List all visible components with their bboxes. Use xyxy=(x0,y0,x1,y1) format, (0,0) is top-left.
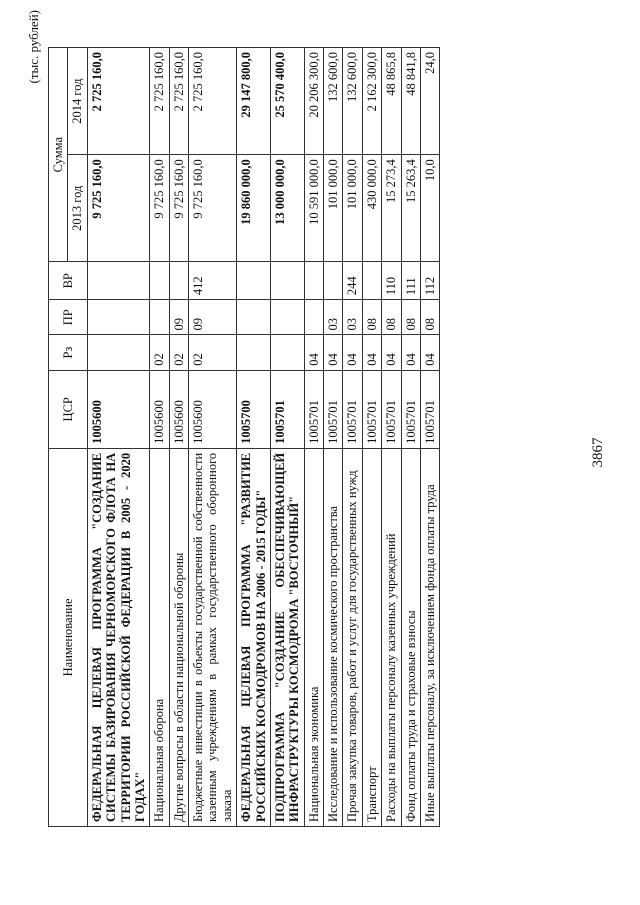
row-vr-cell xyxy=(304,262,323,300)
page-number: 3867 xyxy=(590,437,606,468)
row-2013-value: 101 000,0 xyxy=(343,155,362,262)
row-rz-cell xyxy=(237,335,271,370)
row-name-cell: ПОДПРОГРАММА "СОЗДАНИЕ ОБЕСПЕЧИВАЮЩЕЙ ИНФРАСТРУКТУРЫ КОСМОДРОМА "ВОСТОЧНЫЙ" xyxy=(270,448,304,826)
row-pr-cell: 09 xyxy=(169,300,188,335)
row-vr-cell xyxy=(270,262,304,300)
row-vr-cell xyxy=(169,262,188,300)
row-name-cell: Другие вопросы в области национальной обороны xyxy=(169,448,188,826)
table-row xyxy=(401,48,420,827)
row-pr-cell xyxy=(270,300,304,335)
row-pr-cell: 08 xyxy=(401,300,420,335)
header-name: Наименование xyxy=(49,448,88,826)
row-csr-cell: 1005701 xyxy=(304,370,323,448)
row-rz-cell: 04 xyxy=(362,335,381,370)
row-pr-cell xyxy=(150,300,169,335)
row-csr-cell: 1005701 xyxy=(401,370,420,448)
row-2014-value: 132 600,0 xyxy=(324,48,343,155)
row-vr-cell: 111 xyxy=(401,262,420,300)
row-2013-value: 9 725 160,0 xyxy=(87,155,150,262)
row-2014-value: 25 570 400,0 xyxy=(270,48,304,155)
table-row xyxy=(324,48,343,827)
row-pr-cell: 03 xyxy=(324,300,343,335)
table-row xyxy=(420,48,439,827)
row-2013-value: 9 725 160,0 xyxy=(189,155,237,262)
table-row xyxy=(87,48,150,827)
row-name-cell: Иные выплаты персоналу, за исключением фонда оплаты труда xyxy=(420,448,439,826)
row-2013-value: 9 725 160,0 xyxy=(150,155,169,262)
row-2014-value: 20 206 300,0 xyxy=(304,48,323,155)
row-csr-cell: 1005701 xyxy=(382,370,401,448)
row-2014-value: 2 725 160,0 xyxy=(150,48,169,155)
table-row xyxy=(362,48,381,827)
budget-table xyxy=(48,47,440,827)
row-vr-cell: 412 xyxy=(189,262,237,300)
header-rz: Рз xyxy=(49,335,88,370)
row-vr-cell: 110 xyxy=(382,262,401,300)
row-2014-value: 48 841,8 xyxy=(401,48,420,155)
row-vr-cell: 112 xyxy=(420,262,439,300)
row-vr-cell xyxy=(150,262,169,300)
row-name-cell: ФЕДЕРАЛЬНАЯ ЦЕЛЕВАЯ ПРОГРАММА "РАЗВИТИЕ РОССИЙСКИХ КОСМОДРОМОВ НА 2006 - 2015 ГОДЫ" xyxy=(237,448,271,826)
row-rz-cell xyxy=(270,335,304,370)
row-csr-cell: 1005600 xyxy=(189,370,237,448)
row-vr-cell xyxy=(324,262,343,300)
table-row xyxy=(304,48,323,827)
row-name-cell: Бюджетные инвестиции в объекты государственной собственности казенным учреждениям в рамках государственного оборонного заказа xyxy=(189,448,237,826)
row-rz-cell: 02 xyxy=(150,335,169,370)
row-2014-value: 29 147 800,0 xyxy=(237,48,271,155)
row-pr-cell: 08 xyxy=(362,300,381,335)
header-sum: Сумма xyxy=(49,48,68,262)
row-vr-cell xyxy=(237,262,271,300)
row-name-cell: Национальная оборона xyxy=(150,448,169,826)
units-label: (тыс. рублей) xyxy=(26,10,41,84)
row-csr-cell: 1005600 xyxy=(87,370,150,448)
row-pr-cell: 09 xyxy=(189,300,237,335)
row-rz-cell xyxy=(87,335,150,370)
row-csr-cell: 1005700 xyxy=(237,370,271,448)
row-vr-cell xyxy=(362,262,381,300)
row-pr-cell: 08 xyxy=(382,300,401,335)
row-2014-value: 2 162 300,0 xyxy=(362,48,381,155)
table-header xyxy=(49,48,88,827)
table-row xyxy=(237,48,271,827)
row-2013-value: 15 273,4 xyxy=(382,155,401,262)
header-csr: ЦСР xyxy=(49,370,88,448)
row-pr-cell xyxy=(87,300,150,335)
row-2013-value: 13 000 000,0 xyxy=(270,155,304,262)
row-2014-value: 24,0 xyxy=(420,48,439,155)
row-2014-value: 2 725 160,0 xyxy=(87,48,150,155)
row-csr-cell: 1005701 xyxy=(362,370,381,448)
header-pr: ПР xyxy=(49,300,88,335)
row-2013-value: 10,0 xyxy=(420,155,439,262)
row-2014-value: 2 725 160,0 xyxy=(189,48,237,155)
row-2013-value: 9 725 160,0 xyxy=(169,155,188,262)
row-name-cell: Исследование и использование космического пространства xyxy=(324,448,343,826)
header-vr: ВР xyxy=(49,262,88,300)
row-name-cell: Национальная экономика xyxy=(304,448,323,826)
table-row xyxy=(382,48,401,827)
row-2014-value: 132 600,0 xyxy=(343,48,362,155)
row-csr-cell: 1005701 xyxy=(420,370,439,448)
row-rz-cell: 04 xyxy=(382,335,401,370)
table-body xyxy=(87,48,440,827)
row-pr-cell xyxy=(304,300,323,335)
row-name-cell: Расходы на выплаты персоналу казенных учреждений xyxy=(382,448,401,826)
row-2013-value: 15 263,4 xyxy=(401,155,420,262)
header-year-2014: 2014 год xyxy=(68,48,87,155)
row-name-cell: Фонд оплаты труда и страховые взносы xyxy=(401,448,420,826)
row-pr-cell: 08 xyxy=(420,300,439,335)
row-csr-cell: 1005701 xyxy=(343,370,362,448)
row-rz-cell: 02 xyxy=(169,335,188,370)
header-year-2013: 2013 год xyxy=(68,155,87,262)
row-2013-value: 10 591 000,0 xyxy=(304,155,323,262)
row-2013-value: 19 860 000,0 xyxy=(237,155,271,262)
row-vr-cell xyxy=(87,262,150,300)
table-row xyxy=(169,48,188,827)
row-csr-cell: 1005600 xyxy=(150,370,169,448)
row-name-cell: Прочая закупка товаров, работ и услуг для государственных нужд xyxy=(343,448,362,826)
row-2013-value: 430 000,0 xyxy=(362,155,381,262)
row-name-cell: Транспорт xyxy=(362,448,381,826)
table-row xyxy=(189,48,237,827)
row-2013-value: 101 000,0 xyxy=(324,155,343,262)
row-rz-cell: 02 xyxy=(189,335,237,370)
row-pr-cell xyxy=(237,300,271,335)
row-csr-cell: 1005701 xyxy=(270,370,304,448)
table-row xyxy=(270,48,304,827)
row-name-cell: ФЕДЕРАЛЬНАЯ ЦЕЛЕВАЯ ПРОГРАММА "СОЗДАНИЕ СИСТЕМЫ БАЗИРОВАНИЯ ЧЕРНОМОРСКОГО ФЛОТА НА ТЕРРИТОРИИ РОССИЙСКОЙ ФЕДЕРАЦИИ В 2005 - 2020 ГОДАХ" xyxy=(87,448,150,826)
row-2014-value: 48 865,8 xyxy=(382,48,401,155)
row-csr-cell: 1005600 xyxy=(169,370,188,448)
row-vr-cell: 244 xyxy=(343,262,362,300)
row-csr-cell: 1005701 xyxy=(324,370,343,448)
row-rz-cell: 04 xyxy=(343,335,362,370)
table-row xyxy=(343,48,362,827)
row-rz-cell: 04 xyxy=(324,335,343,370)
row-rz-cell: 04 xyxy=(304,335,323,370)
table-row xyxy=(150,48,169,827)
row-2014-value: 2 725 160,0 xyxy=(169,48,188,155)
row-rz-cell: 04 xyxy=(420,335,439,370)
row-pr-cell: 03 xyxy=(343,300,362,335)
row-rz-cell: 04 xyxy=(401,335,420,370)
